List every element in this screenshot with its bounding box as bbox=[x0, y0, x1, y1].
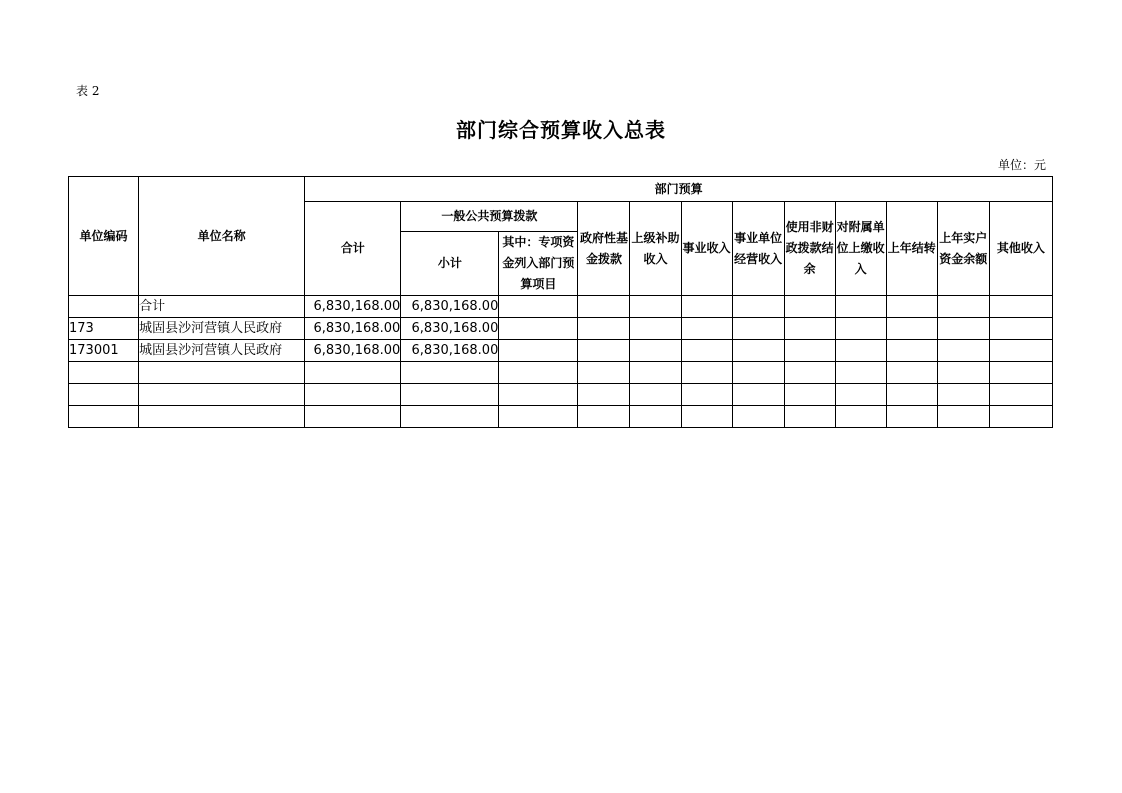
header-career-business: 事业单位经营收入 bbox=[732, 202, 784, 296]
cell-empty bbox=[630, 318, 681, 340]
cell-unit-name: 合计 bbox=[139, 296, 305, 318]
cell-empty bbox=[578, 318, 630, 340]
cell-empty bbox=[784, 362, 835, 384]
cell-empty bbox=[835, 362, 886, 384]
header-unit-code: 单位编码 bbox=[69, 177, 139, 296]
cell-empty bbox=[835, 318, 886, 340]
cell-empty bbox=[835, 406, 886, 428]
cell-empty bbox=[989, 406, 1052, 428]
cell-empty bbox=[630, 296, 681, 318]
header-prior-funds-balance: 上年实户资金余额 bbox=[937, 202, 989, 296]
cell-empty bbox=[681, 296, 732, 318]
cell-empty bbox=[681, 340, 732, 362]
table-row bbox=[69, 318, 1053, 340]
cell-empty bbox=[835, 384, 886, 406]
cell-empty bbox=[681, 318, 732, 340]
cell-empty bbox=[989, 340, 1052, 362]
cell-unit-code bbox=[69, 362, 139, 384]
cell-unit-code bbox=[69, 296, 139, 318]
cell-empty bbox=[784, 384, 835, 406]
cell-empty bbox=[499, 406, 578, 428]
header-career-income: 事业收入 bbox=[681, 202, 732, 296]
header-non-fiscal-balance: 使用非财政拨款结余 bbox=[784, 202, 835, 296]
cell-empty bbox=[499, 362, 578, 384]
cell-empty bbox=[989, 318, 1052, 340]
cell-unit-name bbox=[139, 362, 305, 384]
page-title: 部门综合预算收入总表 bbox=[456, 118, 666, 142]
cell-empty bbox=[578, 362, 630, 384]
cell-empty bbox=[499, 340, 578, 362]
cell-unit-name: 城固县沙河营镇人民政府 bbox=[139, 318, 305, 340]
cell-empty bbox=[937, 340, 989, 362]
cell-empty bbox=[937, 362, 989, 384]
cell-empty bbox=[681, 384, 732, 406]
cell-subtotal bbox=[401, 384, 499, 406]
header-general-public: 一般公共预算拨款 bbox=[401, 202, 578, 232]
cell-empty bbox=[835, 340, 886, 362]
header-carryover: 上年结转 bbox=[886, 202, 937, 296]
cell-empty bbox=[681, 362, 732, 384]
cell-empty bbox=[732, 340, 784, 362]
header-dept-budget: 部门预算 bbox=[305, 177, 1053, 202]
table-row bbox=[69, 406, 1053, 428]
cell-empty bbox=[989, 384, 1052, 406]
header-superior-subsidy: 上级补助收入 bbox=[630, 202, 681, 296]
cell-empty bbox=[578, 340, 630, 362]
table-row bbox=[69, 384, 1053, 406]
cell-empty bbox=[937, 384, 989, 406]
cell-empty bbox=[886, 296, 937, 318]
cell-subtotal bbox=[401, 362, 499, 384]
cell-empty bbox=[578, 384, 630, 406]
cell-total bbox=[305, 406, 401, 428]
cell-total bbox=[305, 362, 401, 384]
cell-subtotal: 6,830,168.00 bbox=[401, 318, 499, 340]
cell-empty bbox=[886, 406, 937, 428]
cell-empty bbox=[784, 296, 835, 318]
cell-empty bbox=[937, 318, 989, 340]
cell-unit-code: 173001 bbox=[69, 340, 139, 362]
header-subtotal: 小计 bbox=[401, 232, 499, 296]
cell-subtotal bbox=[401, 406, 499, 428]
cell-empty bbox=[630, 384, 681, 406]
cell-empty bbox=[499, 318, 578, 340]
header-affiliated-income: 对附属单位上缴收入 bbox=[835, 202, 886, 296]
cell-unit-code: 173 bbox=[69, 318, 139, 340]
table-row bbox=[69, 296, 1053, 318]
cell-empty bbox=[989, 362, 1052, 384]
header-gov-fund: 政府性基金拨款 bbox=[578, 202, 630, 296]
cell-empty bbox=[937, 296, 989, 318]
cell-empty bbox=[578, 406, 630, 428]
budget-income-table bbox=[68, 176, 1053, 428]
cell-total: 6,830,168.00 bbox=[305, 340, 401, 362]
cell-empty bbox=[732, 318, 784, 340]
cell-empty bbox=[630, 406, 681, 428]
cell-empty bbox=[578, 296, 630, 318]
cell-empty bbox=[630, 340, 681, 362]
cell-unit-code bbox=[69, 384, 139, 406]
cell-empty bbox=[681, 406, 732, 428]
header-total: 合计 bbox=[305, 202, 401, 296]
cell-empty bbox=[732, 384, 784, 406]
cell-empty bbox=[784, 318, 835, 340]
cell-empty bbox=[732, 406, 784, 428]
cell-empty bbox=[732, 362, 784, 384]
cell-unit-code bbox=[69, 406, 139, 428]
cell-empty bbox=[886, 318, 937, 340]
unit-label: 单位：元 bbox=[997, 158, 1046, 172]
header-unit-name: 单位名称 bbox=[139, 177, 305, 296]
cell-empty bbox=[784, 340, 835, 362]
cell-empty bbox=[499, 296, 578, 318]
table-number: 表 2 bbox=[76, 84, 100, 98]
table-row bbox=[69, 362, 1053, 384]
table-row bbox=[69, 340, 1053, 362]
cell-subtotal: 6,830,168.00 bbox=[401, 340, 499, 362]
cell-empty bbox=[886, 340, 937, 362]
cell-empty bbox=[784, 406, 835, 428]
cell-empty bbox=[499, 384, 578, 406]
cell-total: 6,830,168.00 bbox=[305, 318, 401, 340]
cell-empty bbox=[886, 362, 937, 384]
cell-total: 6,830,168.00 bbox=[305, 296, 401, 318]
cell-empty bbox=[886, 384, 937, 406]
cell-unit-name: 城固县沙河营镇人民政府 bbox=[139, 340, 305, 362]
cell-unit-name bbox=[139, 406, 305, 428]
cell-unit-name bbox=[139, 384, 305, 406]
cell-empty bbox=[732, 296, 784, 318]
cell-subtotal: 6,830,168.00 bbox=[401, 296, 499, 318]
header-other-income: 其他收入 bbox=[989, 202, 1052, 296]
cell-empty bbox=[630, 362, 681, 384]
cell-total bbox=[305, 384, 401, 406]
cell-empty bbox=[989, 296, 1052, 318]
cell-empty bbox=[835, 296, 886, 318]
cell-empty bbox=[937, 406, 989, 428]
header-special-funds: 其中：专项资金列入部门预算项目 bbox=[499, 232, 578, 296]
